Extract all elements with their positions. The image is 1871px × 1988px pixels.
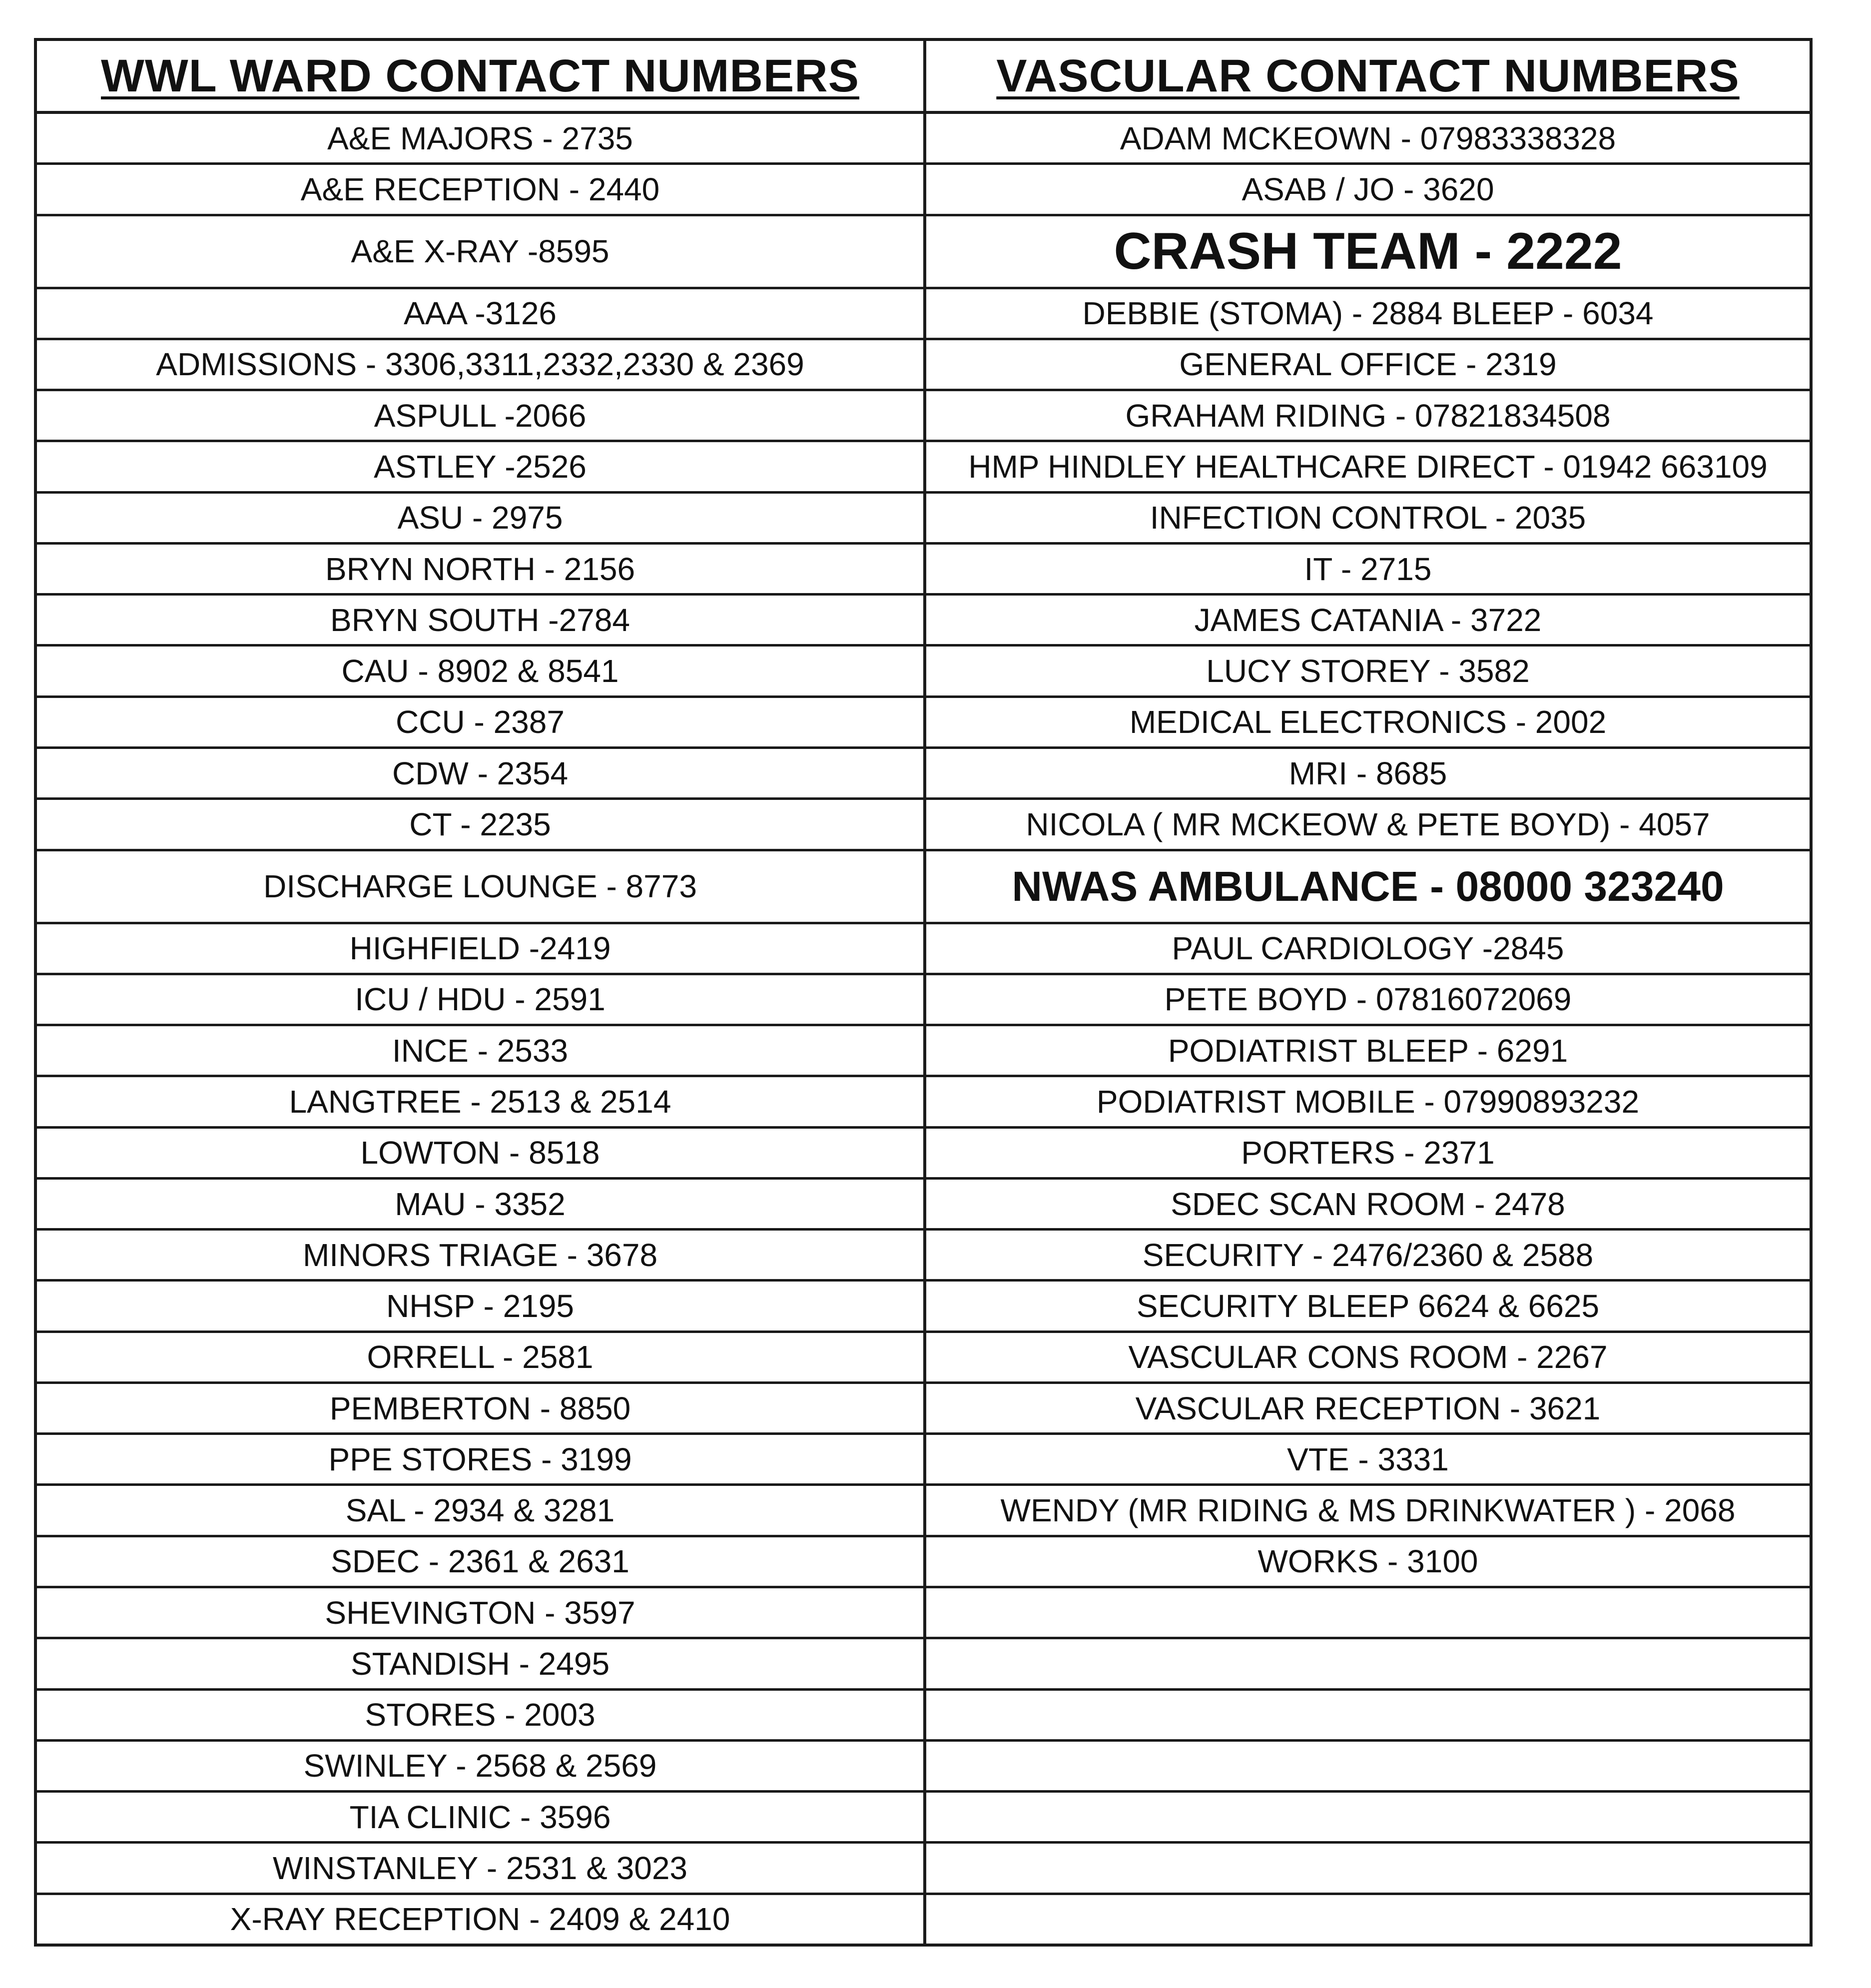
ward-contact-row: [37, 1691, 923, 1742]
vascular-contact-row: [926, 114, 1810, 165]
ward-contact-entry: A&E X-RAY -8595: [351, 233, 610, 270]
vascular-contact-entry: HMP HINDLEY HEALTHCARE DIRECT - 01942 663109: [968, 449, 1768, 485]
ward-contact-row: [37, 216, 923, 289]
vascular-contact-entry: VTE - 3331: [1287, 1441, 1449, 1477]
vascular-contact-row: [926, 1180, 1810, 1231]
ward-contact-row: [37, 1486, 923, 1537]
ward-contact-row: [37, 165, 923, 216]
vascular-contact-entry: VASCULAR CONS ROOM - 2267: [1128, 1339, 1608, 1375]
ward-contact-entry: SHEVINGTON - 3597: [325, 1594, 635, 1631]
vascular-contact-row: [926, 289, 1810, 340]
ward-contact-entry: SAL - 2934 & 3281: [345, 1492, 615, 1529]
ward-contact-row: [37, 1742, 923, 1793]
ward-contact-entry: LANGTREE - 2513 & 2514: [289, 1083, 671, 1120]
vascular-contacts-title: VASCULAR CONTACT NUMBERS: [996, 50, 1740, 101]
vascular-contact-row: [926, 1026, 1810, 1077]
ward-contact-entry: ASU - 2975: [397, 500, 563, 536]
vascular-contact-entry: GENERAL OFFICE - 2319: [1179, 346, 1557, 383]
ward-contact-row: [37, 596, 923, 647]
ward-contact-row: [37, 545, 923, 596]
vascular-contact-row: [926, 1895, 1810, 1944]
ward-contact-row: [37, 1026, 923, 1077]
vascular-contact-row: [926, 1639, 1810, 1690]
vascular-contact-entry: MRI - 8685: [1288, 755, 1447, 791]
vascular-contacts-column: [923, 41, 1810, 1944]
ward-contacts-column: [37, 41, 923, 1944]
vascular-contact-entry: DEBBIE (STOMA) - 2884 BLEEP - 6034: [1082, 295, 1654, 332]
ward-contact-row: [37, 1077, 923, 1128]
ward-contact-entry: PEMBERTON - 8850: [329, 1390, 631, 1426]
ward-contact-row: [37, 1895, 923, 1944]
vascular-contact-entry: PODIATRIST BLEEP - 6291: [1168, 1032, 1568, 1069]
ward-contact-row: [37, 1282, 923, 1332]
ward-contact-entry: CDW - 2354: [392, 755, 569, 791]
vascular-contact-row: [926, 647, 1810, 697]
vascular-contact-row: [926, 1537, 1810, 1588]
vascular-contact-row: [926, 165, 1810, 216]
ward-contact-row: [37, 1537, 923, 1588]
ward-contact-entry: AAA -3126: [404, 295, 557, 332]
vascular-contact-entry: GRAHAM RIDING - 07821834508: [1125, 397, 1611, 434]
vascular-contact-row: [926, 1435, 1810, 1486]
ward-contact-row: [37, 851, 923, 924]
vascular-contact-row: [926, 1384, 1810, 1435]
vascular-contact-row: [926, 1077, 1810, 1128]
ward-contact-entry: CCU - 2387: [396, 704, 565, 740]
vascular-contact-row: [926, 924, 1810, 975]
ward-contact-entry: HIGHFIELD -2419: [349, 930, 611, 967]
vascular-contact-entry: PORTERS - 2371: [1241, 1135, 1495, 1171]
ward-contact-entry: MINORS TRIAGE - 3678: [302, 1237, 658, 1273]
ward-contact-entry: BRYN SOUTH -2784: [330, 602, 630, 638]
ward-contact-row: [37, 289, 923, 340]
vascular-contact-row: [926, 391, 1810, 442]
vascular-contact-entry: WENDY (MR RIDING & MS DRINKWATER ) - 2068: [1000, 1492, 1736, 1529]
ward-contact-entry: LOWTON - 8518: [360, 1135, 600, 1171]
ward-contact-row: [37, 1129, 923, 1180]
ward-contact-row: [37, 494, 923, 545]
vascular-contact-row: [926, 340, 1810, 391]
vascular-contact-entry: VASCULAR RECEPTION - 3621: [1135, 1390, 1601, 1426]
vascular-contact-row: [926, 216, 1810, 289]
vascular-contact-entry: ASAB / JO - 3620: [1242, 171, 1494, 207]
ward-contact-entry: SDEC - 2361 & 2631: [331, 1543, 629, 1580]
ward-contact-row: [37, 924, 923, 975]
vascular-contact-row: [926, 1691, 1810, 1742]
vascular-contact-entry: NWAS AMBULANCE - 08000 323240: [1012, 862, 1724, 910]
ward-contact-entry: WINSTANLEY - 2531 & 3023: [272, 1850, 688, 1886]
vascular-contact-row: [926, 596, 1810, 647]
ward-contact-entry: DISCHARGE LOUNGE - 8773: [263, 868, 697, 905]
ward-contact-entry: A&E RECEPTION - 2440: [300, 171, 660, 207]
ward-contact-entry: MAU - 3352: [395, 1186, 566, 1222]
ward-contact-row: [37, 749, 923, 800]
ward-contact-entry: NHSP - 2195: [386, 1288, 574, 1325]
ward-contact-row: [37, 340, 923, 391]
ward-contact-row: [37, 975, 923, 1026]
vascular-contact-entry: SECURITY - 2476/2360 & 2588: [1142, 1237, 1594, 1273]
vascular-contact-entry: IT - 2715: [1304, 551, 1432, 587]
ward-contact-entry: CT - 2235: [409, 806, 551, 842]
vascular-contact-row: [926, 975, 1810, 1026]
ward-contact-entry: TIA CLINIC - 3596: [349, 1799, 611, 1835]
vascular-contact-row: [926, 851, 1810, 924]
ward-contact-entry: BRYN NORTH - 2156: [325, 551, 635, 587]
ward-contact-row: [37, 1793, 923, 1844]
ward-contact-entry: INCE - 2533: [392, 1032, 569, 1069]
ward-contact-entry: CAU - 8902 & 8541: [341, 653, 619, 689]
ward-contact-row: [37, 698, 923, 749]
ward-contacts-rows: [37, 114, 923, 1944]
vascular-contact-row: [926, 749, 1810, 800]
vascular-contact-row: [926, 1282, 1810, 1332]
vascular-contact-entry: PODIATRIST MOBILE - 07990893232: [1096, 1083, 1640, 1120]
contact-numbers-table: [34, 38, 1813, 1947]
vascular-contact-entry: PETE BOYD - 07816072069: [1164, 981, 1572, 1018]
vascular-contact-row: [926, 1742, 1810, 1793]
ward-contact-row: [37, 442, 923, 493]
vascular-contact-entry: ADAM MCKEOWN - 07983338328: [1120, 120, 1616, 156]
vascular-contact-entry: MEDICAL ELECTRONICS - 2002: [1129, 704, 1607, 740]
vascular-contact-row: [926, 1844, 1810, 1895]
ward-contact-entry: X-RAY RECEPTION - 2409 & 2410: [230, 1901, 730, 1938]
vascular-contact-entry: LUCY STOREY - 3582: [1206, 653, 1530, 689]
vascular-contact-row: [926, 1486, 1810, 1537]
ward-contacts-title: WWL WARD CONTACT NUMBERS: [101, 50, 859, 101]
vascular-contact-row: [926, 698, 1810, 749]
vascular-contact-entry: JAMES CATANIA - 3722: [1194, 602, 1542, 638]
ward-contact-row: [37, 1588, 923, 1639]
vascular-contact-row: [926, 442, 1810, 493]
ward-contact-entry: STORES - 2003: [365, 1697, 596, 1733]
ward-contact-entry: SWINLEY - 2568 & 2569: [303, 1748, 657, 1784]
vascular-contacts-rows: [926, 114, 1810, 1944]
ward-contacts-header: [37, 41, 923, 114]
vascular-contact-row: [926, 1588, 1810, 1639]
ward-contact-entry: ADMISSIONS - 3306,3311,2332,2330 & 2369: [156, 346, 804, 383]
vascular-contact-row: [926, 1333, 1810, 1384]
ward-contact-row: [37, 1435, 923, 1486]
ward-contact-entry: A&E MAJORS - 2735: [327, 120, 633, 156]
vascular-contact-entry: INFECTION CONTROL - 2035: [1150, 500, 1586, 536]
vascular-contact-row: [926, 545, 1810, 596]
ward-contact-row: [37, 1231, 923, 1282]
vascular-contact-entry: WORKS - 3100: [1257, 1543, 1478, 1580]
vascular-contact-entry: NICOLA ( MR MCKEOW & PETE BOYD) - 4057: [1026, 806, 1710, 842]
vascular-contact-entry: SECURITY BLEEP 6624 & 6625: [1136, 1288, 1600, 1325]
vascular-contact-row: [926, 494, 1810, 545]
ward-contact-row: [37, 114, 923, 165]
ward-contact-entry: STANDISH - 2495: [350, 1645, 610, 1682]
vascular-contact-row: [926, 800, 1810, 851]
ward-contact-row: [37, 1844, 923, 1895]
vascular-contacts-header: [926, 41, 1810, 114]
ward-contact-row: [37, 1639, 923, 1690]
ward-contact-row: [37, 1180, 923, 1231]
ward-contact-row: [37, 391, 923, 442]
ward-contact-entry: ORRELL - 2581: [367, 1339, 594, 1375]
ward-contact-entry: ICU / HDU - 2591: [355, 981, 606, 1018]
vascular-contact-row: [926, 1793, 1810, 1844]
vascular-contact-entry: SDEC SCAN ROOM - 2478: [1171, 1186, 1565, 1222]
ward-contact-entry: ASPULL -2066: [374, 397, 587, 434]
ward-contact-row: [37, 647, 923, 697]
ward-contact-row: [37, 800, 923, 851]
vascular-contact-entry: PAUL CARDIOLOGY -2845: [1172, 930, 1564, 967]
vascular-contact-entry: CRASH TEAM - 2222: [1114, 222, 1622, 280]
vascular-contact-row: [926, 1129, 1810, 1180]
ward-contact-row: [37, 1333, 923, 1384]
ward-contact-row: [37, 1384, 923, 1435]
vascular-contact-row: [926, 1231, 1810, 1282]
ward-contact-entry: PPE STORES - 3199: [328, 1441, 632, 1477]
ward-contact-entry: ASTLEY -2526: [374, 449, 587, 485]
